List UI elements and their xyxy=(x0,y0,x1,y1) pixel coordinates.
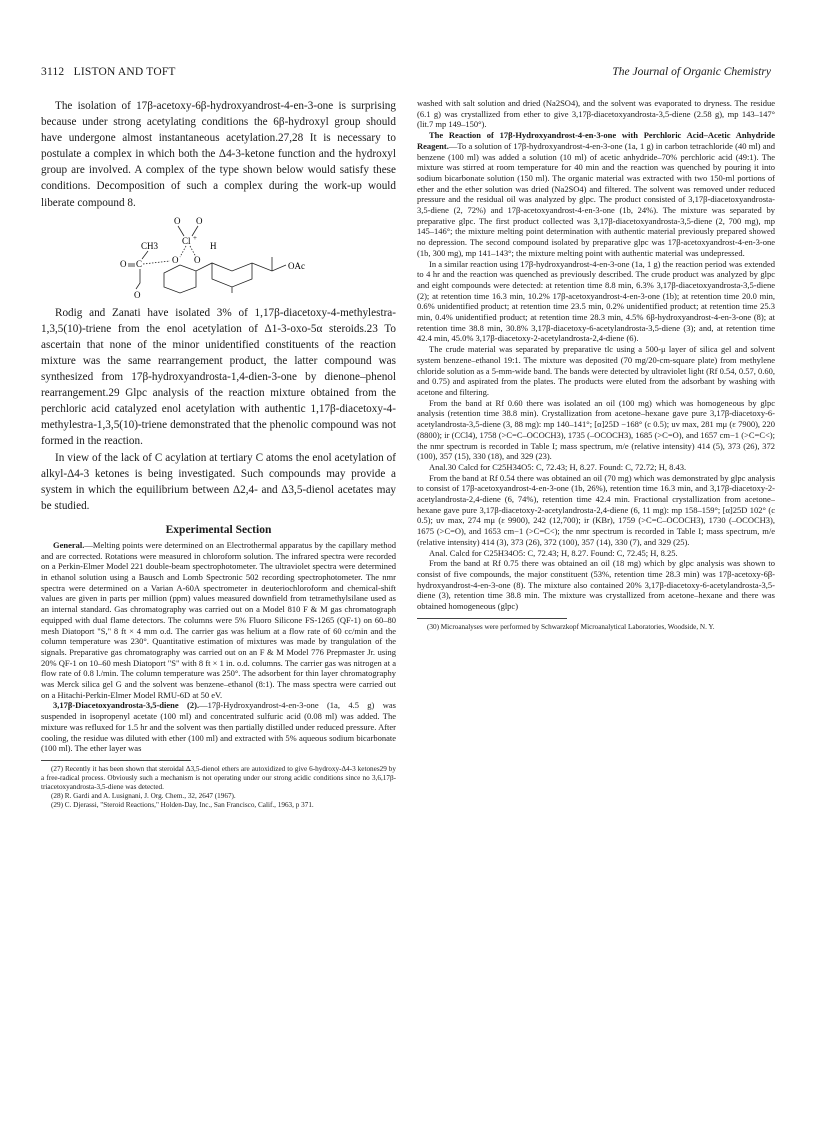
methyl-group: CH3 xyxy=(141,240,159,251)
paragraph: From the band at Rf 0.60 there was isolated an oil (100 mg) which was homogeneous by glpc analysis (retention time 38.8 min). Crystallization from acetone–hexane gave pure 3,17β-diacetoxy-6-acetylandrosta-3,5-diene (3, 88 mg): mp 140–141°; [α]25D −168° (c 0.5); uv max, 281 mμ (ε 7900), 220 (8800); ir (CCl4), 1758 (>C=C–OCOCH3), 1735 (–OCOCH3), 1685 (>C=O), and 1657 cm−1 (>C=C<); the nmr spectrum is recorded in Table I; mass spectrum, m/e (relative intensity) 414 (5), 373 (26), 372 (100), 357 (15), 330 (18), and 329 (23). xyxy=(417,397,775,462)
atom-o: O xyxy=(174,215,181,226)
section-heading: Experimental Section xyxy=(165,523,272,536)
footnote: (27) Recently it has been shown that steroidal Δ3,5-dienol ethers are autoxidized to give 6-hydroxy-Δ4-3 ketones29 by a free-radical process. Obviously such a mechanism is not operating under our strong acidic conditions since no 3,6,17β-triacetoxyandrosta-3,5-diene was detected. xyxy=(41,764,396,792)
footnote: (29) C. Djerassi, "Steroid Reactions," Holden-Day, Inc., San Francisco, Calif., 1963, p 371. xyxy=(51,801,314,810)
paragraph: Anal. Calcd for C25H34O5: C, 72.43; H, 8.27. Found: C, 72.45; H, 8.25. xyxy=(429,547,678,558)
running-header xyxy=(41,66,771,84)
acetoxy-group: OAc xyxy=(288,260,305,271)
bond xyxy=(180,246,186,257)
atom-o: O xyxy=(196,215,203,226)
left-column xyxy=(41,98,396,1118)
charge-plus: + xyxy=(193,233,197,242)
complex-structure-figure xyxy=(41,215,396,299)
footnote-rule xyxy=(41,760,191,761)
paragraph: The crude material was separated by preparative tlc using a 500-μ layer of silica gel and solvent system benzene–ethanol 19:1. The mixture was deposited (70 mg/20-cm-square plate) from methylene chloride solution as a 5-mm-wide band. The bands were detected by ultraviolet light (Rf 0.54, 0.57, 0.60, and 0.75) and aspirated from the plates. The products were eluted from the adsorbant by washing with acetone and filtering. xyxy=(417,344,775,397)
paragraph xyxy=(41,540,396,701)
atom-c: C xyxy=(136,258,143,269)
footnote: (28) R. Gardi and A. Lusignani, J. Org. Chem., 32, 2647 (1967). xyxy=(51,792,236,801)
paragraph: The isolation of 17β-acetoxy-6β-hydroxyandrost-4-en-3-one is surprising because under strong acetylating conditions the 6β-hydroxyl group should have undergone almost instantaneous acetylation.27,28 It is necessary to postulate a complex in which both the Δ4-3-ketone function and the hydroxyl group are involved. A complex of the type shown below would satisfy these conditions. Decomposition of such a complex during the work-up would liberate compound 8. xyxy=(41,100,396,209)
paragraph: In a similar reaction using 17β-hydroxyandrost-4-en-3-one (1a, 1 g) the reaction period was extended to 4 hr and the reaction was quenched as previously described. The crude product was analyzed by glpc and eight compounds were detected: at retention time 8.8 min, 6.3% 3,17β-diacetoxyandrosta-3,5-diene (2); at retention time 16.3 min, 10.2% 17β-acetoxyandrost-4-en-3-one (1b); at retention time 20.0 min, 0.6% unidentified product; at retention time 23.5 min, 0.2% unidentified product; at retention time 25.3 min, 0.4% unidentified product; at retention time 28.3 min, 4.5% 6β-hydroxyandrost-4-en-3-one (8); at retention time 38.8 min, 30.8% 3,17β-diacetoxy-6-acetylandrosta-3,5-diene (3); and, at retention time 42.4 min, 45.0% 3,17β-diacetoxy-2-acetylandrosta-2,4-diene (6). xyxy=(417,258,775,344)
footnote-rule xyxy=(417,618,567,619)
atom-o: O xyxy=(172,254,179,265)
footnote: (30) Microanalyses were performed by Schwarzkopf Microanalytical Laboratories, Woodside, N. Y. xyxy=(427,622,715,631)
paragraph: Anal.30 Calcd for C25H34O5: C, 72.43; H, 8.27. Found: C, 72.72; H, 8.43. xyxy=(429,461,687,472)
paragraph xyxy=(417,130,775,258)
atom-h: H xyxy=(210,240,217,251)
run-in-heading: 3,17β-Diacetoxyandrosta-3,5-diene (2). xyxy=(53,700,200,711)
atom-o: O xyxy=(194,254,201,265)
atom-o: O xyxy=(134,289,141,299)
paragraph xyxy=(41,700,396,754)
paragraph: From the band at Rf 0.54 there was obtained an oil (70 mg) which was demonstrated by glpc analysis to consist of 17β-acetoxyandrost-4-en-3-one (1b, 26%), retention time 16.3 min, and 3,17β-diacetoxy-2-acetylandrosta-2,4-diene (6, 74%), retention time 42.4 min. Fractional crystallization from acetone–hexane gave pure 3,17β-diacetoxy-2-acetylandrosta-2,4-diene (6, 11 mg): mp 158–159°; [α]25D 102° (c 0.5); uv max, 274 mμ (ε 9900), 242 (12,700); ir (KBr), 1759 (>C=C–OCOCH3), 1730 (–OCOCH3), 1675 (>C=O), and 1653 cm−1 (>C=C<); the nmr spectrum is recorded in Table I; mass spectrum, m/e (relative intensity) 414 (3), 373 (26), 372 (100), 357 (14), 330 (7), and 329 (25). xyxy=(417,472,775,547)
page-number-authors xyxy=(41,66,176,78)
paragraph: washed with salt solution and dried (Na2SO4), and the solvent was evaporated to dryness. The residue (6.1 g) was crystallized from ether to give 3,17β-diacetoxyandrosta-3,5-diene (2.58 g), mp 143–147° (lit.7 mp 149–150°). xyxy=(417,98,775,130)
structure-drawing xyxy=(76,215,306,299)
paragraph: In view of the lack of C acylation at tertiary C atoms the enol acetylation of alkyl-Δ4-3 ketones is being investigated. Such compounds may provide a system in which the equilibrium between Δ2,4- and Δ3,5-dienol acetates may be studied. xyxy=(41,451,396,512)
right-column xyxy=(417,98,775,1118)
paragraph: Rodig and Zanati have isolated 3% of 1,17β-diacetoxy-4-methylestra-1,3,5(10)-triene from the enol acetylation of Δ1-3-oxo-5α steroids.23 To ascertain that none of the minor unidentified constituents of the reaction mixture was the same rearrangement product, the latter compound was synthesized from 17β-hydroxyandrosta-1,4-dien-3-one by dienone–phenol rearrangement.29 Glpc analysis of the reaction mixture obtained from the perchloric acid catalyzed enol acetylation with authentic 1,17β-diacetoxy-4-methylestra-1,3,5(10)-triene demonstrated that the phenolic compound was not formed in the reaction. xyxy=(41,306,396,448)
atom-o: O xyxy=(120,258,127,269)
paragraph-text: —Melting points were determined on an Electrothermal apparatus by the capillary method and are corrected. Rotations were measured in chloroform solution. The infrared spectra were recorded on a Perkin-Elmer Model 221 double-beam spectrophotometer. The ultraviolet spectra were determined in ethanol solution using a Bausch and Lomb Spectronic 502 recording spectrophotometer. The nmr spectra were determined on a Varian A-60A spectrometer in deuteriochloroform and chemical-shift values are given in parts per million (ppm) values measured downfield from tetramethylsilane used as an internal standard. Gas chromatography was carried out on a Model 810 F & M gas chromatograph equipped with dual flame detectors. The columns were 5% Fluoro Silicone FS-1265 (QF-1) on 60–80 mesh Diatoport "S," 8 ft × 4 mm o.d. The carrier gas was helium at a flow rate of 60 cc/min and the column temperature was 230°. Quantitative estimation of mixtures was made by trangulation of the signals. Preparative gas chromatography was carried out on an F & M Model 776 Prepmaster Jr. using 20% QF-1 on 10–60 mesh Diatoport "S" with 8 ft × 1 in. o.d. columns. The carrier gas was nitrogen at a flow rate of 0.8 l./min. The column temperature was 250°. The adsorbent for thin layer chromatography was Merck silica gel G and the solvent was benzene–ethanol (8:1). The mass spectra were carried out on a Hitachi-Perkin-Elmer Model RMU-6D at 50 eV. xyxy=(41,539,396,700)
bond xyxy=(142,251,148,259)
run-in-heading: General. xyxy=(53,539,85,550)
paragraph-text: —To a solution of 17β-hydroxyandrost-4-en-3-one (1a, 1 g) in carbon tetrachloride (40 ml) and benzene (100 ml) was added a solution (10 ml) of acetic anhydride–70% perchloric acid (49:1). The mixture was stirred at room temperature for 40 min and the reaction was quenched by pouring it into sodium bicarbonate solution (150 ml). The organic material was extracted with two 150-ml portions of ether and the ether solution was dried (Na2SO4) and filtered. The solvent was removed under reduced pressure and the residual oil was analyzed by glpc. The product consisted of 3,17β-diacetoxyandrosta-3,5-diene (2, 72%) and 17β-acetoxyandrost-4-en-3-one (1b, 24%). The mixture was separated by preparative glpc. The first product collected was 3,17β-diacetoxyandrosta-3,5-diene (2, 700 mg), mp 145–146°; the mixture melting point determination with authentic material previously prepared showed no depression. The second compound isolated by preparative glpc was 17β-acetoxyandrost-4-en-3-one (1b, 300 mg), mp 141–143°; the mixture melting point with authentic material was undepressed. xyxy=(417,140,775,258)
journal-title: The Journal of Organic Chemistry xyxy=(612,66,771,78)
paragraph-text: —17β-Hydroxyandrost-4-en-3-one (1a, 4.5 g) was suspended in isopropenyl acetate (100 ml) and concentrated sulfuric acid (0.08 ml) was added. The mixture was refluxed for 1.5 hr and the solvent was then partially distilled under reduced pressure. After cooling, the residue was diluted with ether (100 ml) and extracted with 5% aqueous sodium bicarbonate (100 ml). The ether layer was xyxy=(41,700,396,754)
run-in-heading: The Reaction of 17β-Hydroxyandrost-4-en-3-one with Perchloric Acid–Acetic Anhydride Reagent. xyxy=(417,130,775,151)
atom-cl: Cl xyxy=(182,235,191,246)
bond xyxy=(178,226,184,236)
page-number: 3112 xyxy=(41,66,65,78)
authors: LISTON AND TOFT xyxy=(73,66,176,78)
bond xyxy=(143,261,170,264)
paragraph: From the band at Rf 0.75 there was obtained an oil (18 mg) which by glpc analysis was shown to consist of five compounds, the major constituent (53%, retention time 28.3 min) was 17β-acetoxy-6β-hydroxyandrost-4-en-3-one (8). The mixture also contained 20% 3,17β-diacetoxy-6-acetylandrosta-3,5-diene (3), retention time 38.8 min. The mixture was crystallized from acetone–hexane and there was obtained homogeneous (glpc) xyxy=(417,558,775,612)
